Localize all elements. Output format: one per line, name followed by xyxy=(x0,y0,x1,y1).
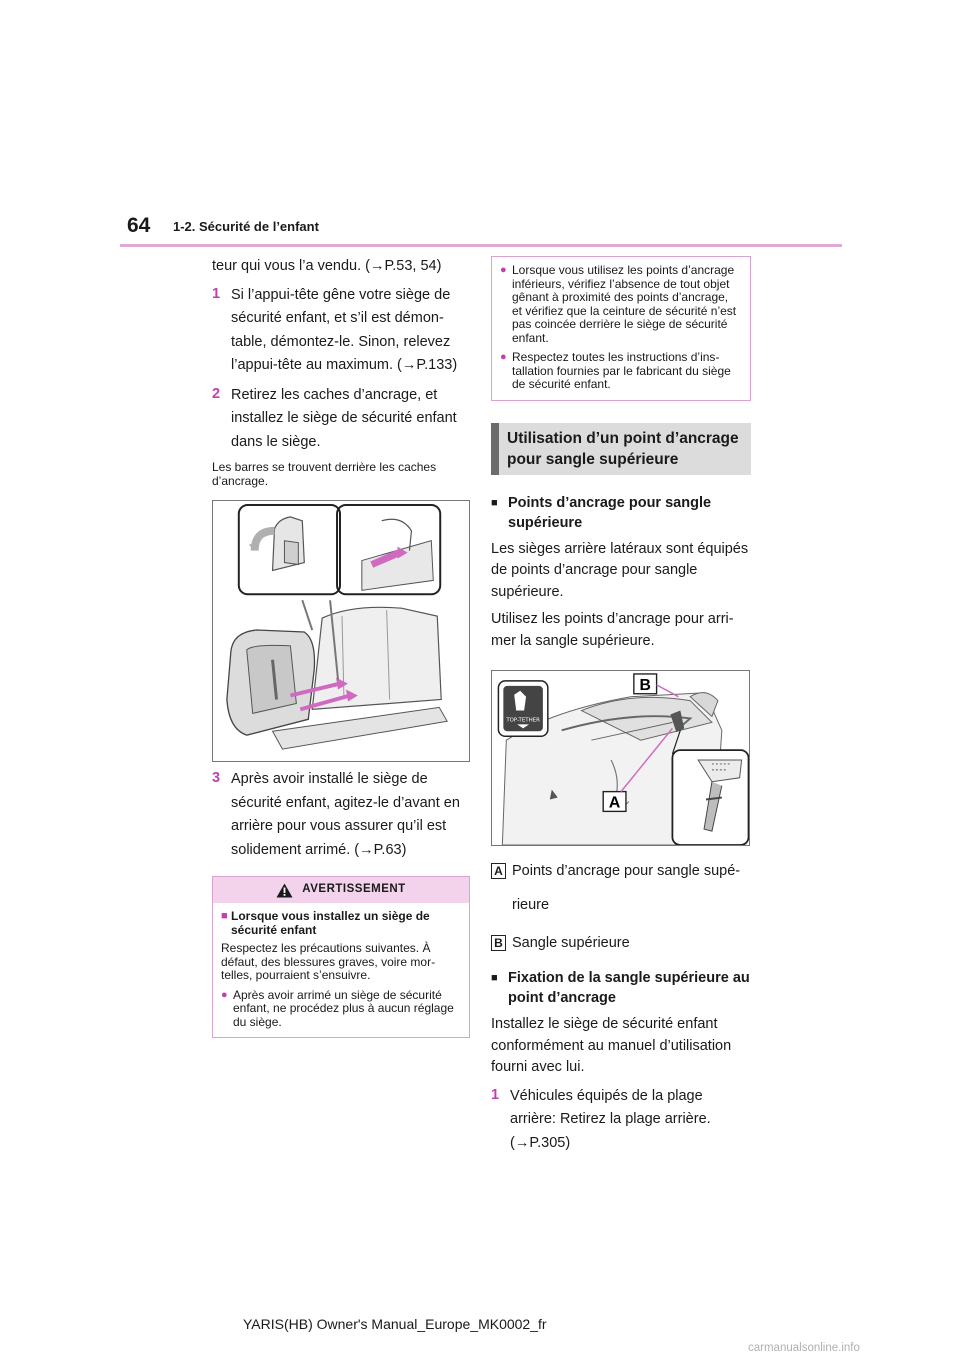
section-title: 1-2. Sécurité de l’enfant xyxy=(173,219,319,234)
header-rule xyxy=(120,244,842,247)
step-2 xyxy=(212,384,470,455)
square-bullet-icon: ■ xyxy=(221,910,228,922)
round-bullet-icon: ● xyxy=(500,351,507,363)
warning-paragraph: Respectez les précautions suivantes. À défaut, des blessures graves, voire mortelles, pourraient s’ensuivre. xyxy=(221,941,436,982)
subheading-attach-tether xyxy=(491,968,752,1008)
footer-manual-id: YARIS(HB) Owner's Manual_Europe_MK0002_fr xyxy=(243,1316,547,1332)
legend-text: Points d’ancrage pour sangle supérieure xyxy=(512,863,741,913)
note-text: Les barres se trouvent derrière les caches d’ancrage. xyxy=(212,460,437,488)
step-number: 1 xyxy=(491,1086,500,1103)
label-a: A xyxy=(608,794,621,812)
top-tether-illustration xyxy=(491,670,750,846)
page-number: 64 xyxy=(127,214,151,237)
child-seat-illustration-svg xyxy=(213,501,469,761)
step-number: 3 xyxy=(212,770,221,786)
warning-box xyxy=(212,876,470,1038)
warning-heading xyxy=(221,910,460,937)
caution-box xyxy=(491,256,751,401)
caution-bullet-text: Respectez toutes les instructions d’installation fournies par le fabricant du siège de sécurité enfant. xyxy=(512,350,731,391)
warning-triangle-icon xyxy=(276,883,293,898)
warning-body xyxy=(213,903,469,1037)
legend-text: Sangle supérieure xyxy=(512,935,630,951)
step-number: 2 xyxy=(212,385,221,402)
warning-heading-text: Lorsque vous installez un siège de sécurité enfant xyxy=(231,909,430,937)
legend-key-b: B xyxy=(491,935,506,951)
legend-a xyxy=(491,854,752,922)
intro-text: teur qui vous l’a vendu. (→P.53, 54) xyxy=(212,258,442,274)
watermark: carmanualsonline.info xyxy=(748,1342,860,1354)
caution-bullet-1 xyxy=(500,264,741,345)
step-text: Véhicules équipés de la plage arrière: Retirez la plage arrière. (→P.305) xyxy=(510,1087,711,1151)
top-tether-illustration-svg xyxy=(492,671,749,845)
warning-bullet-text: Après avoir arrimé un siège de sécurité enfant, ne procédez plus à aucun réglage du siège. xyxy=(233,987,454,1029)
step-text: Après avoir installé le siège de sécurité enfant, agitez-le d’avant en arrière pour vous assurer qu’il est solidement arrimé. (→P.63) xyxy=(231,771,460,858)
legend-key-a: A xyxy=(491,863,506,879)
step-number: 1 xyxy=(212,285,221,302)
caution-bullet-2 xyxy=(500,351,741,392)
square-bullet-icon: ■ xyxy=(491,496,498,509)
paragraph: Installez le siège de sécurité enfant conformément au manuel d’utilisation fourni avec lui. xyxy=(491,1016,732,1075)
left-column xyxy=(212,256,470,1038)
step-1-right xyxy=(491,1085,752,1156)
child-seat-installation-illustration xyxy=(212,500,470,762)
paragraph: Les sièges arrière latéraux sont équipés de points d’ancrage pour sangle supérieure. xyxy=(491,540,749,600)
step-text: Retirez les caches d’ancrage, et installez le siège de sécurité enfant dans le siège. xyxy=(231,386,457,450)
step-1 xyxy=(212,284,470,378)
caution-bullet-text: Lorsque vous utilisez les points d’ancrage inférieurs, vérifiez l’absence de tout objet gênant à proximité des points d’ancrage, et vérifiez que la ceinture de sécurité n’est pas coincée derrière le siège de sécurité enfant. xyxy=(512,263,737,345)
subheading-top-tether-anchors xyxy=(491,493,752,533)
label-b: B xyxy=(639,676,651,694)
legend-b xyxy=(491,926,752,960)
step-3 xyxy=(212,768,470,862)
warning-header xyxy=(213,877,469,903)
step-text: Si l’appui-tête gêne votre siège de sécurité enfant, et s’il est démontable, démontez-le. Sinon, relevez l’appui-tête au maximum. (→P.133) xyxy=(231,286,458,373)
right-column xyxy=(491,256,752,1161)
paragraph: Utilisez les points d’ancrage pour arrimer la sangle supérieure. xyxy=(491,611,734,649)
subheading-text: Points d’ancrage pour sangle supérieure xyxy=(508,494,712,531)
section-heading: Utilisation d’un point d’ancrage pour sangle supérieure xyxy=(491,423,751,475)
subheading-text: Fixation de la sangle supérieure au point d’ancrage xyxy=(508,970,750,1006)
square-bullet-icon: ■ xyxy=(491,972,498,984)
warning-title: AVERTISSEMENT xyxy=(302,883,406,896)
warning-bullet xyxy=(221,989,460,1030)
round-bullet-icon: ● xyxy=(500,264,507,276)
round-bullet-icon: ● xyxy=(221,988,228,1001)
top-tether-tag-text: TOP-TETHER xyxy=(506,717,540,724)
